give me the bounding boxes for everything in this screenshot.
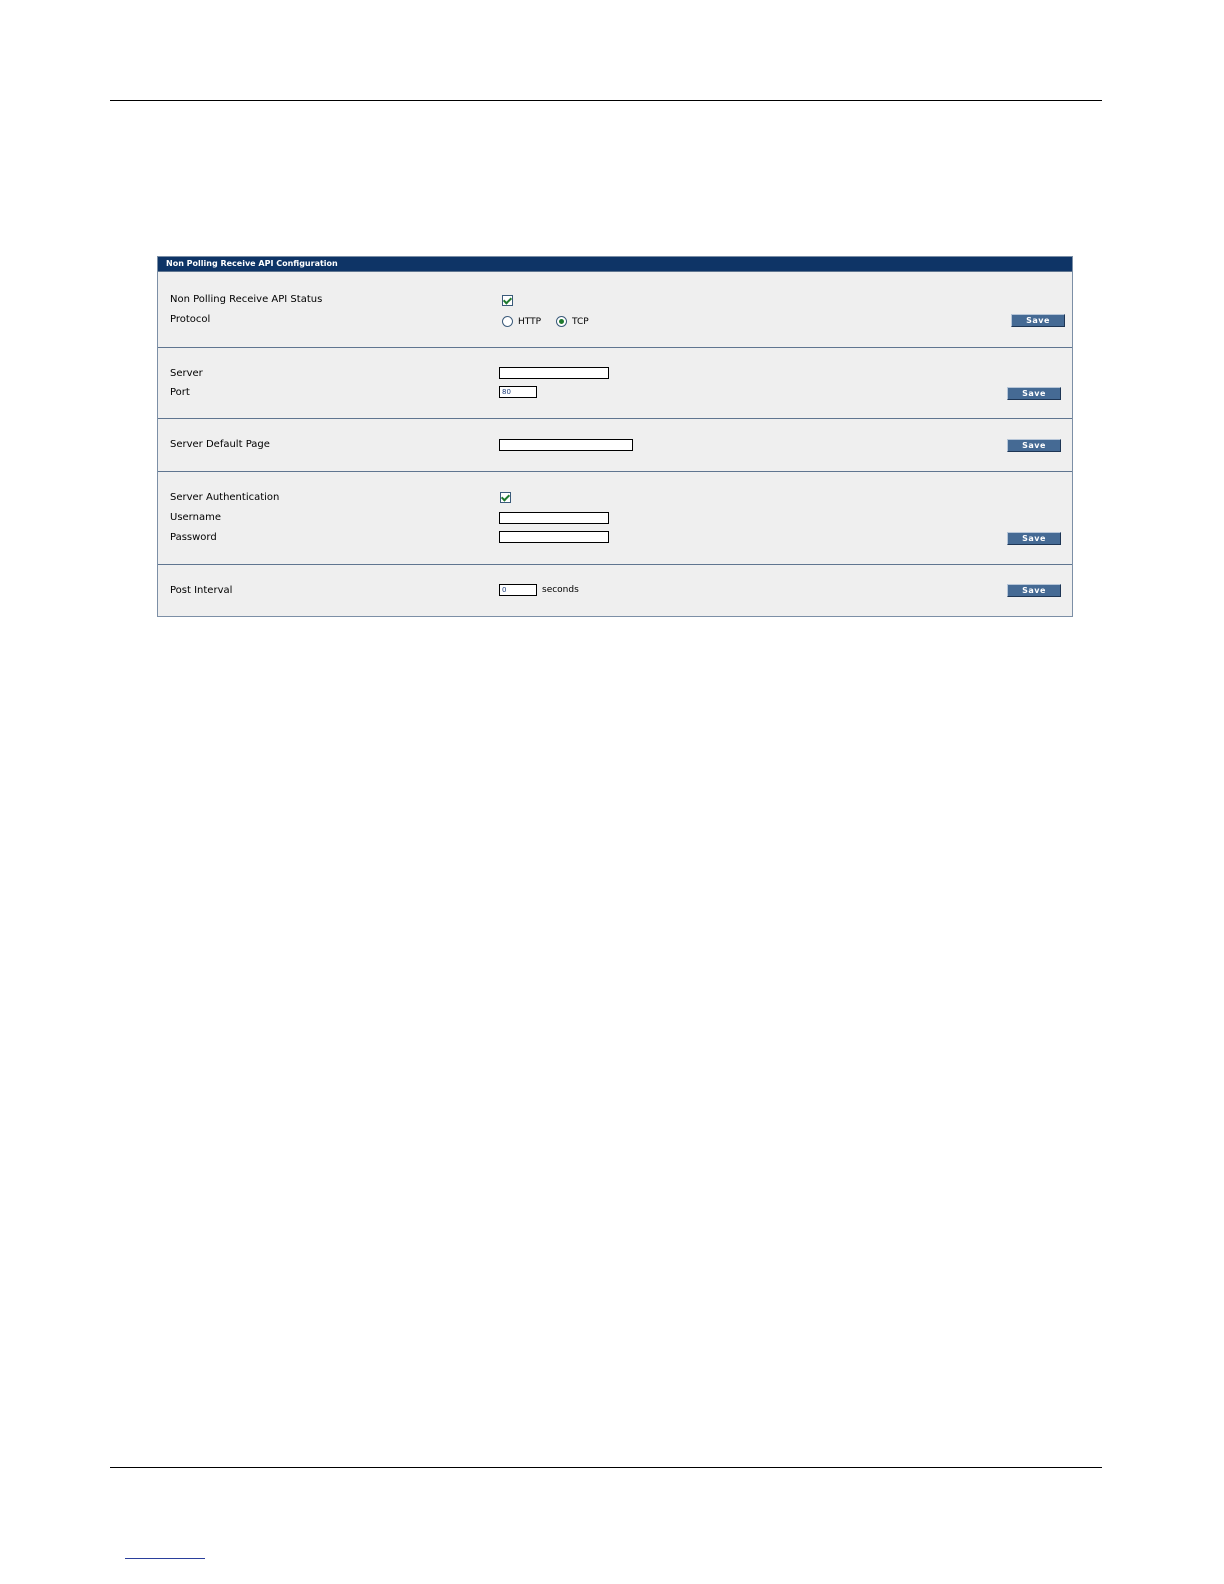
post-interval-section (158, 564, 1072, 616)
footer-link-underline (125, 1558, 205, 1559)
server-port-section (158, 347, 1072, 418)
post-interval-unit: seconds (542, 585, 579, 595)
username-label: Username (170, 512, 221, 523)
protocol-tcp-label: TCP (572, 317, 589, 327)
protocol-label: Protocol (170, 314, 211, 325)
save-authentication-button[interactable]: Save (1007, 532, 1061, 545)
save-protocol-button[interactable]: Save (1011, 314, 1065, 327)
post-interval-input[interactable]: 0 (499, 584, 537, 596)
server-label: Server (170, 368, 203, 379)
save-post-interval-button[interactable]: Save (1007, 584, 1061, 597)
status-protocol-section (158, 271, 1072, 347)
save-default-page-button[interactable]: Save (1007, 439, 1061, 452)
port-label: Port (170, 387, 190, 398)
server-input[interactable] (499, 367, 609, 379)
header-rule (110, 100, 1102, 101)
save-server-button[interactable]: Save (1007, 387, 1061, 400)
protocol-http-radio[interactable] (502, 316, 513, 327)
authentication-section (158, 471, 1072, 564)
default-page-section (158, 418, 1072, 471)
protocol-tcp-radio[interactable] (556, 316, 567, 327)
post-interval-label: Post Interval (170, 585, 233, 596)
protocol-http-label: HTTP (518, 317, 542, 327)
password-label: Password (170, 532, 217, 543)
default-page-input[interactable] (499, 439, 633, 451)
default-page-label: Server Default Page (170, 439, 270, 450)
authentication-label: Server Authentication (170, 492, 280, 503)
footer-rule (110, 1467, 1102, 1468)
non-polling-config-panel (157, 256, 1073, 617)
authentication-checkbox[interactable] (500, 492, 511, 503)
port-input[interactable]: 80 (499, 386, 537, 398)
password-input[interactable] (499, 531, 609, 543)
status-label: Non Polling Receive API Status (170, 294, 323, 305)
username-input[interactable] (499, 512, 609, 524)
panel-title: Non Polling Receive API Configuration (158, 257, 1072, 271)
status-checkbox[interactable] (502, 295, 513, 306)
